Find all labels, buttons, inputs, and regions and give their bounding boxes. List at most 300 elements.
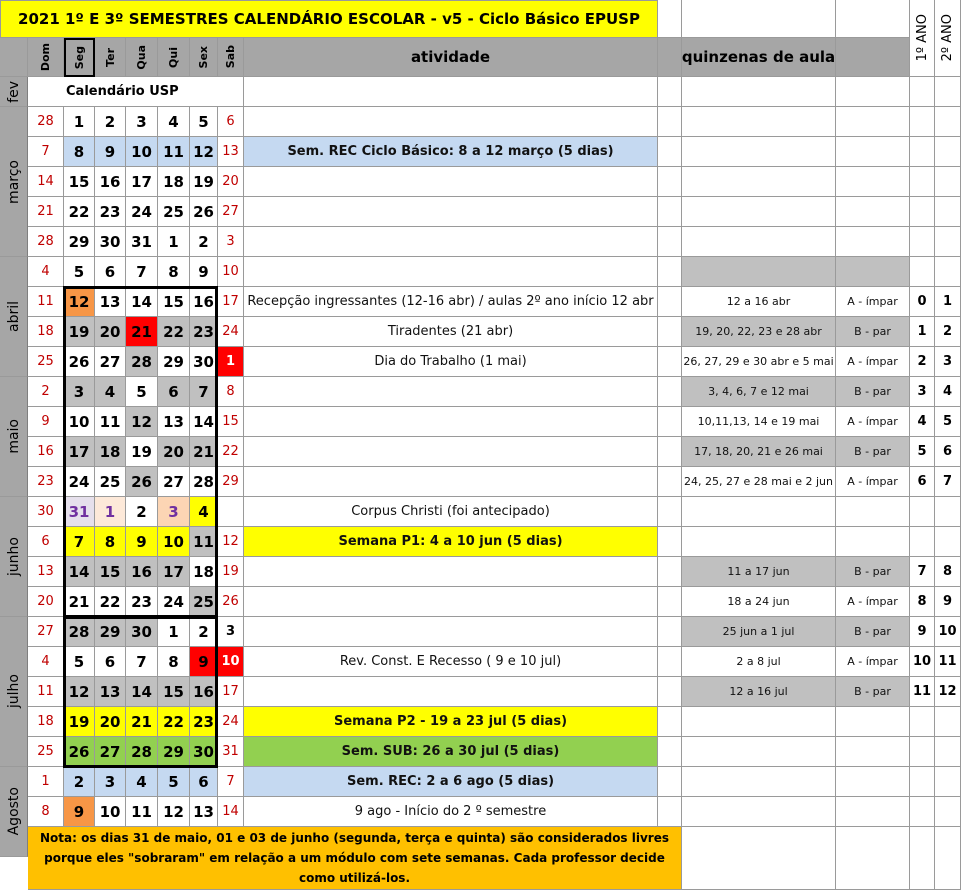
day-cell: 25	[28, 737, 64, 767]
calendar-usp-label: Calendário USP	[28, 77, 244, 107]
day-cell: 18	[28, 707, 64, 737]
blank-cell	[658, 287, 682, 317]
day-cell: 23	[95, 197, 126, 227]
quinzena-cell	[682, 107, 836, 137]
parity-cell	[836, 257, 910, 287]
day-cell: 4	[28, 647, 64, 677]
day-cell: 2	[190, 617, 218, 647]
day-cell: 12	[64, 677, 95, 707]
activity-cell: Semana P2 - 19 a 23 jul (5 dias)	[244, 707, 658, 737]
activity-cell	[244, 407, 658, 437]
day-cell: 2	[95, 107, 126, 137]
ano2-count	[935, 257, 961, 287]
blank-cell	[910, 827, 935, 890]
ano1-count	[910, 137, 935, 167]
month-name: junho	[5, 536, 22, 577]
ano2-count	[935, 197, 961, 227]
parity-cell	[836, 797, 910, 827]
day-cell: 16	[190, 677, 218, 707]
day-cell: 5	[158, 767, 190, 797]
day-cell: 1	[95, 497, 126, 527]
day-cell: 14	[64, 557, 95, 587]
blank-cell	[836, 0, 910, 38]
day-cell: 10	[158, 527, 190, 557]
day-cell: 1	[158, 227, 190, 257]
day-cell: 9	[28, 407, 64, 437]
day-cell: 10	[95, 797, 126, 827]
month-label-4	[0, 497, 28, 617]
day-cell: 24	[126, 197, 158, 227]
ano1-count: 10	[910, 647, 935, 677]
day-cell: 2	[28, 377, 64, 407]
parity-cell: B - par	[836, 377, 910, 407]
day-cell: 20	[95, 317, 126, 347]
activity-cell	[244, 227, 658, 257]
blank-cell	[935, 77, 961, 107]
ano2-count	[935, 707, 961, 737]
ano1-label: 1º ANO	[914, 14, 930, 62]
quinzena-cell: 12 a 16 abr	[682, 287, 836, 317]
blank-cell	[658, 407, 682, 437]
day-cell: 22	[158, 317, 190, 347]
ano2-count	[935, 527, 961, 557]
day-cell: 25	[158, 197, 190, 227]
day-cell: 20	[158, 437, 190, 467]
weekday-label: Sab	[224, 45, 237, 69]
day-cell: 11	[28, 677, 64, 707]
ano1-count	[910, 527, 935, 557]
day-cell: 6	[190, 767, 218, 797]
ano1-count	[910, 107, 935, 137]
day-cell: 9	[190, 257, 218, 287]
day-cell: 18	[190, 557, 218, 587]
blank-header	[836, 38, 910, 77]
day-cell: 7	[64, 527, 95, 557]
day-cell: 30	[28, 497, 64, 527]
blank-cell	[682, 77, 836, 107]
blank-cell	[244, 77, 658, 107]
month-label-2	[0, 257, 28, 377]
activity-cell	[244, 677, 658, 707]
parity-cell	[836, 137, 910, 167]
ano1-count	[910, 797, 935, 827]
day-cell: 27	[218, 197, 244, 227]
day-cell: 9	[95, 137, 126, 167]
ano1-count	[910, 767, 935, 797]
day-cell: 17	[126, 167, 158, 197]
blank-cell	[910, 77, 935, 107]
day-cell: 12	[190, 137, 218, 167]
day-cell: 9	[126, 527, 158, 557]
day-cell: 7	[126, 647, 158, 677]
day-cell: 29	[218, 467, 244, 497]
day-cell: 12	[64, 287, 95, 317]
day-cell: 17	[158, 557, 190, 587]
ano1-count: 3	[910, 377, 935, 407]
quinzena-cell	[682, 497, 836, 527]
day-cell: 26	[64, 347, 95, 377]
day-cell: 12	[158, 797, 190, 827]
day-cell: 5	[190, 107, 218, 137]
blank-cell	[658, 137, 682, 167]
day-cell: 10	[218, 257, 244, 287]
activity-cell: Tiradentes (21 abr)	[244, 317, 658, 347]
ano1-count: 5	[910, 437, 935, 467]
day-cell: 18	[95, 437, 126, 467]
day-cell: 8	[28, 797, 64, 827]
quinzena-cell: 3, 4, 6, 7 e 12 mai	[682, 377, 836, 407]
weekday-label: Seg	[73, 45, 86, 70]
day-cell: 11	[190, 527, 218, 557]
blank-cell	[658, 167, 682, 197]
ano2-count: 9	[935, 587, 961, 617]
blank-cell	[658, 737, 682, 767]
blank-cell	[658, 0, 682, 38]
ano2-count	[935, 137, 961, 167]
blank-cell	[658, 647, 682, 677]
parity-cell: B - par	[836, 317, 910, 347]
day-cell: 6	[158, 377, 190, 407]
day-cell: 23	[190, 317, 218, 347]
ano1-count	[910, 167, 935, 197]
ano2-count	[935, 107, 961, 137]
day-cell: 7	[190, 377, 218, 407]
day-cell: 20	[28, 587, 64, 617]
activity-cell: Rev. Const. E Recesso ( 9 e 10 jul)	[244, 647, 658, 677]
ano1-count	[910, 257, 935, 287]
day-cell: 22	[64, 197, 95, 227]
ano1-count: 2	[910, 347, 935, 377]
day-cell: 4	[158, 107, 190, 137]
day-cell: 3	[218, 227, 244, 257]
day-cell: 22	[158, 707, 190, 737]
ano2-count: 4	[935, 377, 961, 407]
day-cell: 25	[95, 467, 126, 497]
quinzena-cell: 19, 20, 22, 23 e 28 abr	[682, 317, 836, 347]
day-cell: 25	[28, 347, 64, 377]
blank-cell	[935, 827, 961, 890]
ano2-count: 1	[935, 287, 961, 317]
ano1-header	[910, 0, 935, 77]
activity-cell: Sem. REC Ciclo Básico: 8 a 12 março (5 dias)	[244, 137, 658, 167]
day-cell: 7	[126, 257, 158, 287]
day-cell: 24	[158, 587, 190, 617]
blank-cell	[658, 197, 682, 227]
day-cell: 1	[158, 617, 190, 647]
day-cell: 2	[64, 767, 95, 797]
day-cell: 4	[126, 767, 158, 797]
day-cell: 18	[28, 317, 64, 347]
quinzena-cell	[682, 797, 836, 827]
month-name: março	[5, 159, 22, 204]
day-cell: 3	[126, 107, 158, 137]
day-cell: 7	[218, 767, 244, 797]
parity-cell	[836, 737, 910, 767]
month-name: Agosto	[5, 787, 22, 836]
quinzena-cell: 18 a 24 jun	[682, 587, 836, 617]
activity-cell	[244, 587, 658, 617]
day-cell: 3	[218, 617, 244, 647]
quinzena-cell	[682, 257, 836, 287]
activity-cell	[244, 167, 658, 197]
corner-header	[0, 38, 28, 77]
month-label-3	[0, 377, 28, 497]
day-cell: 1	[218, 347, 244, 377]
month-label-0	[0, 77, 28, 107]
day-cell: 14	[218, 797, 244, 827]
parity-cell: A - ímpar	[836, 407, 910, 437]
ano2-count	[935, 767, 961, 797]
blank-cell	[658, 557, 682, 587]
day-cell: 4	[28, 257, 64, 287]
month-label-6	[0, 767, 28, 857]
day-cell: 19	[218, 557, 244, 587]
quinzena-cell: 25 jun a 1 jul	[682, 617, 836, 647]
day-cell: 8	[64, 137, 95, 167]
ano2-count	[935, 167, 961, 197]
day-cell: 16	[126, 557, 158, 587]
day-cell: 28	[190, 467, 218, 497]
day-cell: 23	[28, 467, 64, 497]
blank-cell	[682, 827, 836, 890]
day-cell: 6	[218, 107, 244, 137]
quinzena-cell	[682, 767, 836, 797]
ano2-count	[935, 737, 961, 767]
page-title: 2021 1º E 3º SEMESTRES CALENDÁRIO ESCOLAR - v5 - Ciclo Básico EPUSP	[0, 0, 658, 38]
day-cell: 11	[95, 407, 126, 437]
activity-cell: Dia do Trabalho (1 mai)	[244, 347, 658, 377]
blank-cell	[658, 317, 682, 347]
day-cell: 13	[95, 677, 126, 707]
weekday-header-sex	[190, 38, 218, 77]
ano2-count: 12	[935, 677, 961, 707]
day-cell: 28	[28, 227, 64, 257]
day-cell: 19	[64, 317, 95, 347]
day-cell: 14	[126, 677, 158, 707]
quinzena-cell	[682, 227, 836, 257]
day-cell: 27	[28, 617, 64, 647]
day-cell: 19	[190, 167, 218, 197]
weekday-header-seg	[64, 38, 95, 77]
weekday-label: Ter	[103, 47, 117, 67]
ano2-count: 3	[935, 347, 961, 377]
blank-cell	[658, 767, 682, 797]
day-cell: 28	[64, 617, 95, 647]
day-cell: 10	[218, 647, 244, 677]
activity-cell: Recepção ingressantes (12-16 abr) / aulas 2º ano início 12 abr	[244, 287, 658, 317]
day-cell	[218, 497, 244, 527]
parity-cell	[836, 167, 910, 197]
parity-cell: B - par	[836, 677, 910, 707]
day-cell: 16	[190, 287, 218, 317]
weekday-header-dom	[28, 38, 64, 77]
day-cell: 5	[64, 257, 95, 287]
parity-cell	[836, 197, 910, 227]
blank-cell	[658, 527, 682, 557]
blank-cell	[658, 467, 682, 497]
quinzena-cell	[682, 167, 836, 197]
day-cell: 26	[218, 587, 244, 617]
day-cell: 3	[64, 377, 95, 407]
activity-cell	[244, 257, 658, 287]
ano1-count: 11	[910, 677, 935, 707]
activity-cell	[244, 467, 658, 497]
day-cell: 17	[64, 437, 95, 467]
parity-cell	[836, 767, 910, 797]
parity-cell: B - par	[836, 617, 910, 647]
day-cell: 4	[95, 377, 126, 407]
ano2-count	[935, 497, 961, 527]
ano2-count: 2	[935, 317, 961, 347]
day-cell: 7	[28, 137, 64, 167]
day-cell: 8	[158, 257, 190, 287]
weekday-label: Qui	[167, 46, 180, 68]
weekday-label: Dom	[39, 42, 52, 72]
parity-cell: A - ímpar	[836, 347, 910, 377]
blank-cell	[658, 707, 682, 737]
month-name: maio	[5, 419, 22, 454]
quinzena-cell: 10,11,13, 14 e 19 mai	[682, 407, 836, 437]
day-cell: 13	[28, 557, 64, 587]
day-cell: 24	[218, 317, 244, 347]
ano2-count: 11	[935, 647, 961, 677]
day-cell: 26	[190, 197, 218, 227]
parity-cell: B - par	[836, 557, 910, 587]
day-cell: 13	[95, 287, 126, 317]
day-cell: 29	[158, 737, 190, 767]
day-cell: 3	[95, 767, 126, 797]
ano2-count: 6	[935, 437, 961, 467]
day-cell: 5	[64, 647, 95, 677]
ano1-count	[910, 707, 935, 737]
day-cell: 28	[126, 737, 158, 767]
ano1-count: 6	[910, 467, 935, 497]
day-cell: 18	[158, 167, 190, 197]
month-label-5	[0, 617, 28, 767]
day-cell: 22	[218, 437, 244, 467]
weekday-label: Sex	[197, 45, 210, 69]
blank-cell	[658, 257, 682, 287]
day-cell: 10	[64, 407, 95, 437]
day-cell: 17	[218, 677, 244, 707]
day-cell: 11	[126, 797, 158, 827]
blank-cell	[658, 617, 682, 647]
quinzena-cell	[682, 707, 836, 737]
day-cell: 6	[28, 527, 64, 557]
day-cell: 29	[158, 347, 190, 377]
day-cell: 28	[28, 107, 64, 137]
day-cell: 2	[126, 497, 158, 527]
note-box: Nota: os dias 31 de maio, 01 e 03 de junho (segunda, terça e quinta) são considerados livres porque eles "sobraram" em relação a um módulo com sete semanas. Cada professor decide como utilizá-los.	[28, 827, 682, 890]
weekday-label: Qua	[135, 44, 148, 70]
day-cell: 31	[126, 227, 158, 257]
day-cell: 21	[126, 317, 158, 347]
weekday-header-ter	[95, 38, 126, 77]
day-cell: 15	[158, 677, 190, 707]
ano2-count	[935, 797, 961, 827]
parity-cell	[836, 527, 910, 557]
activity-cell: Corpus Christi (foi antecipado)	[244, 497, 658, 527]
blank-cell	[658, 677, 682, 707]
day-cell: 26	[126, 467, 158, 497]
quinzena-cell: 12 a 16 jul	[682, 677, 836, 707]
blank-cell	[658, 347, 682, 377]
day-cell: 6	[95, 647, 126, 677]
day-cell: 8	[95, 527, 126, 557]
day-cell: 19	[126, 437, 158, 467]
day-cell: 29	[64, 227, 95, 257]
day-cell: 20	[218, 167, 244, 197]
blank-header	[658, 38, 682, 77]
day-cell: 21	[28, 197, 64, 227]
ano1-count: 4	[910, 407, 935, 437]
activity-cell	[244, 377, 658, 407]
month-name: abril	[5, 300, 22, 332]
day-cell: 2	[190, 227, 218, 257]
month-name: julho	[5, 674, 22, 709]
ano2-count: 5	[935, 407, 961, 437]
ano1-count	[910, 497, 935, 527]
activity-cell: 9 ago - Início do 2 º semestre	[244, 797, 658, 827]
day-cell: 11	[28, 287, 64, 317]
day-cell: 10	[126, 137, 158, 167]
parity-cell: B - par	[836, 437, 910, 467]
parity-cell: A - ímpar	[836, 467, 910, 497]
day-cell: 14	[28, 167, 64, 197]
ano2-count: 7	[935, 467, 961, 497]
day-cell: 27	[95, 347, 126, 377]
day-cell: 15	[218, 407, 244, 437]
ano2-count: 10	[935, 617, 961, 647]
day-cell: 6	[95, 257, 126, 287]
activity-cell: Sem. SUB: 26 a 30 jul (5 dias)	[244, 737, 658, 767]
blank-cell	[682, 0, 836, 38]
activity-cell	[244, 437, 658, 467]
quinzena-cell	[682, 137, 836, 167]
day-cell: 30	[126, 617, 158, 647]
day-cell: 16	[95, 167, 126, 197]
month-label-1	[0, 107, 28, 257]
ano1-count: 8	[910, 587, 935, 617]
ano1-count	[910, 197, 935, 227]
parity-cell	[836, 107, 910, 137]
parity-cell: A - ímpar	[836, 587, 910, 617]
day-cell: 13	[218, 137, 244, 167]
day-cell: 15	[64, 167, 95, 197]
activity-cell	[244, 617, 658, 647]
day-cell: 23	[126, 587, 158, 617]
day-cell: 27	[95, 737, 126, 767]
day-cell: 1	[64, 107, 95, 137]
ano2-count	[935, 227, 961, 257]
day-cell: 5	[126, 377, 158, 407]
ano1-count: 9	[910, 617, 935, 647]
quinzena-cell: 11 a 17 jun	[682, 557, 836, 587]
day-cell: 19	[64, 707, 95, 737]
ano2-header	[935, 0, 961, 77]
day-cell: 8	[158, 647, 190, 677]
activity-cell: Semana P1: 4 a 10 jun (5 dias)	[244, 527, 658, 557]
activity-cell	[244, 197, 658, 227]
day-cell: 24	[64, 467, 95, 497]
day-cell: 9	[190, 647, 218, 677]
day-cell: 29	[95, 617, 126, 647]
quinzena-cell	[682, 737, 836, 767]
day-cell: 13	[158, 407, 190, 437]
blank-cell	[658, 587, 682, 617]
quinzena-cell	[682, 527, 836, 557]
day-cell: 21	[126, 707, 158, 737]
